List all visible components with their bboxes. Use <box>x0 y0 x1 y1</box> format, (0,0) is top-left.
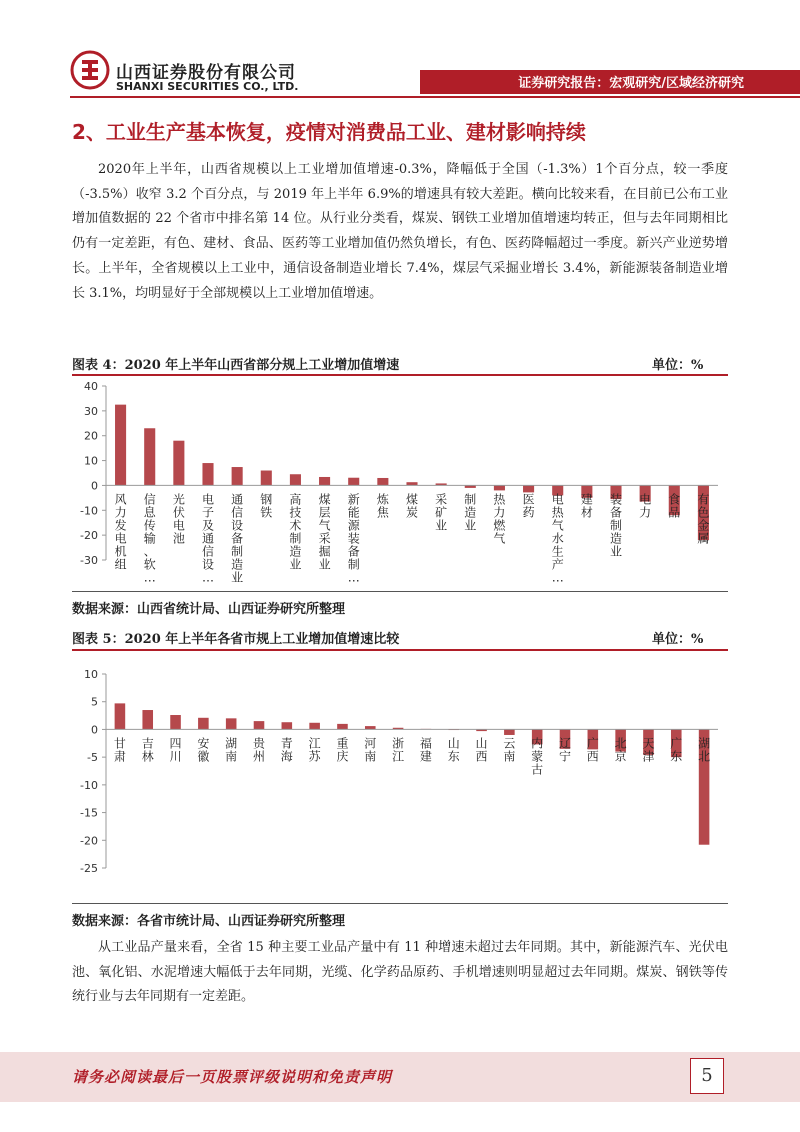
header-divider <box>70 96 800 98</box>
fig4-bar <box>319 477 330 485</box>
fig5-category-label: 江苏 <box>308 736 321 764</box>
fig5-category-label: 山西 <box>475 736 488 764</box>
fig5-category-label: 广西 <box>586 736 599 764</box>
fig5-bar <box>142 710 153 729</box>
paragraph-industrial-growth <box>72 158 728 306</box>
fig5-category-label: 辽宁 <box>558 736 572 764</box>
figure5-source: 数据来源：各省市统计局、山西证券研究所整理 <box>72 914 346 929</box>
fig5-y-tick-label: -15 <box>80 806 98 820</box>
fig4-y-tick-label: 0 <box>91 479 98 493</box>
fig4-category-label: 医药 <box>522 492 535 520</box>
fig4-category-label: 新能源装备制… <box>347 492 360 585</box>
fig4-bar <box>290 474 301 485</box>
fig5-category-label: 贵州 <box>252 736 266 764</box>
fig4-category-label: 炼焦 <box>376 492 389 520</box>
fig4-y-tick-label: 20 <box>84 429 98 443</box>
fig4-y-tick-label: 30 <box>84 404 98 418</box>
figure4-svg <box>72 376 728 590</box>
fig4-bar <box>202 463 213 485</box>
fig5-category-label: 广东 <box>670 736 683 764</box>
fig4-y-tick-label: -20 <box>80 529 98 543</box>
fig4-bar <box>232 467 243 485</box>
fig5-bar <box>226 718 237 729</box>
figure5-top-rule <box>72 649 728 651</box>
fig5-y-tick-label: -25 <box>80 862 98 875</box>
figure5-header <box>72 626 728 648</box>
figure4-source: 数据来源：山西省统计局、山西证券研究所整理 <box>72 602 346 617</box>
figure4-unit: 单位：% <box>652 358 704 373</box>
fig5-category-label: 浙江 <box>392 736 405 764</box>
fig5-category-label: 北京 <box>614 736 627 764</box>
figure4-bottom-rule <box>72 591 728 592</box>
fig5-category-label: 云南 <box>503 736 516 764</box>
fig4-category-label: 煤炭 <box>405 492 419 520</box>
fig4-category-label: 热力燃气 <box>493 492 506 546</box>
fig4-bar <box>377 478 388 485</box>
fig5-category-label: 天津 <box>642 736 655 764</box>
fig5-category-label: 青海 <box>280 736 293 764</box>
fig4-category-label: 采矿业 <box>435 492 448 533</box>
fig4-category-label: 风力发电机组 <box>114 492 127 572</box>
fig5-y-tick-label: 5 <box>91 695 98 709</box>
footer-disclaimer: 请务必阅读最后一页股票评级说明和免责声明 <box>72 1068 393 1086</box>
fig4-y-tick-label: 40 <box>84 380 98 393</box>
fig5-category-label: 重庆 <box>336 736 349 764</box>
fig4-bar <box>348 478 359 486</box>
figure5-unit: 单位：% <box>652 632 704 647</box>
fig4-category-label: 制造业 <box>464 492 477 533</box>
report-tag: 证券研究报告：宏观研究/区域经济研究 <box>518 76 744 91</box>
fig4-category-label: 装备制造业 <box>609 492 623 559</box>
page-number: 5 <box>690 1058 724 1094</box>
fig4-category-label: 建材 <box>580 492 593 520</box>
fig5-bar <box>170 715 181 729</box>
page-header <box>0 0 800 108</box>
fig4-category-label: 食品 <box>668 492 681 520</box>
fig5-y-tick-label: 0 <box>91 723 98 737</box>
fig5-bar <box>254 721 265 729</box>
fig5-category-label: 吉林 <box>141 736 154 764</box>
fig4-category-label: 煤层气采掘业 <box>318 492 331 572</box>
fig5-y-tick-label: -5 <box>87 751 98 765</box>
fig5-category-label: 湖南 <box>225 736 238 764</box>
company-logo-icon <box>70 50 110 90</box>
paragraph-product-output <box>72 936 728 1010</box>
fig5-category-label: 内蒙古 <box>531 736 544 777</box>
fig4-category-label: 电子及通信设… <box>201 492 215 585</box>
fig5-bar <box>504 729 515 735</box>
fig4-y-tick-label: 10 <box>84 454 98 468</box>
fig4-category-label: 通信设备制造业 <box>231 492 244 585</box>
paragraph-text: 从工业品产量来看，全省 15 种主要工业品产量中有 11 种增速未超过去年同期。其中，新能源汽车、光伏电池、氧化铝、水泥增速大幅低于去年同期，光缆、化学药品原药、手机增速则明显超过去年同期。煤炭、钢铁等传统行业与去年同期有一定差距。 <box>72 940 728 1005</box>
figure5-svg <box>72 652 728 900</box>
fig5-y-tick-label: 10 <box>84 668 98 681</box>
fig5-bar <box>198 718 209 730</box>
fig5-category-label: 河南 <box>364 736 377 764</box>
fig4-bar <box>173 441 184 486</box>
fig4-bar <box>494 485 505 490</box>
company-name-cn: 山西证券股份有限公司 <box>116 63 296 83</box>
fig4-category-label: 电热气水生产… <box>551 492 564 585</box>
section-title: 2、工业生产基本恢复，疫情对消费品工业、建材影响持续 <box>72 120 586 144</box>
fig5-y-tick-label: -10 <box>80 778 98 792</box>
fig5-category-label: 甘肃 <box>113 736 126 764</box>
fig5-bar <box>309 723 320 730</box>
fig5-y-tick-label: -20 <box>80 834 98 848</box>
fig5-bar <box>337 724 348 730</box>
fig4-category-label: 电力 <box>639 492 652 520</box>
figure4-header <box>72 352 728 374</box>
fig4-category-label: 信息传输、软… <box>143 492 156 585</box>
fig5-bar <box>282 722 293 729</box>
figure5-title: 图表 5：2020 年上半年各省市规上工业增加值增速比较 <box>72 632 400 647</box>
fig4-bar <box>115 405 126 486</box>
fig5-bar <box>115 703 126 729</box>
figure4-title: 图表 4：2020 年上半年山西省部分规上工业增加值增速 <box>72 358 400 373</box>
fig5-category-label: 福建 <box>419 736 432 764</box>
fig4-category-label: 光伏电池 <box>172 492 185 546</box>
fig4-category-label: 钢铁 <box>260 492 273 520</box>
figure4-chart <box>72 376 728 590</box>
fig4-y-tick-label: -30 <box>80 554 98 567</box>
fig5-category-label: 山东 <box>447 736 460 764</box>
fig5-category-label: 安徽 <box>197 736 210 764</box>
fig5-category-label: 湖北 <box>698 736 711 764</box>
figure5-chart <box>72 652 728 900</box>
fig5-category-label: 四川 <box>169 736 182 764</box>
fig4-bar <box>523 485 534 492</box>
fig4-category-label: 高技术制造业 <box>289 492 302 572</box>
company-name-en: SHANXI SECURITIES CO., LTD. <box>116 80 299 93</box>
fig4-y-tick-label: -10 <box>80 504 98 518</box>
fig4-category-label: 有色金属 <box>697 492 710 546</box>
figure5-bottom-rule <box>72 903 728 904</box>
fig4-bar <box>261 471 272 486</box>
fig4-bar <box>144 428 155 485</box>
paragraph-text: 2020年上半年，山西省规模以上工业增加值增速-0.3%，降幅低于全国（-1.3%）1个百分点，较一季度（-3.5%）收窄 3.2 个百分点，与 2019 年上半年 6.9%的增速具有较大差距。横向比较来看，在目前已公布工业增加值数据的 22 个省市中排名第 14 位。从行业分类看，煤炭、钢铁工业增加值增速均转正，但与去年同期相比仍有一定差距，有色、建材、食品、医药等工业增加值仍然负增长，有色、医药降幅超过一季度。新兴产业逆势增长。上半年，全省规模以上工业中，通信设备制造业增长 7.4%，煤层气采掘业增长 3.4%，新能源装备制造业增长 3.1%，均明显好于全部规模以上工业增加值增速。 <box>72 162 728 301</box>
